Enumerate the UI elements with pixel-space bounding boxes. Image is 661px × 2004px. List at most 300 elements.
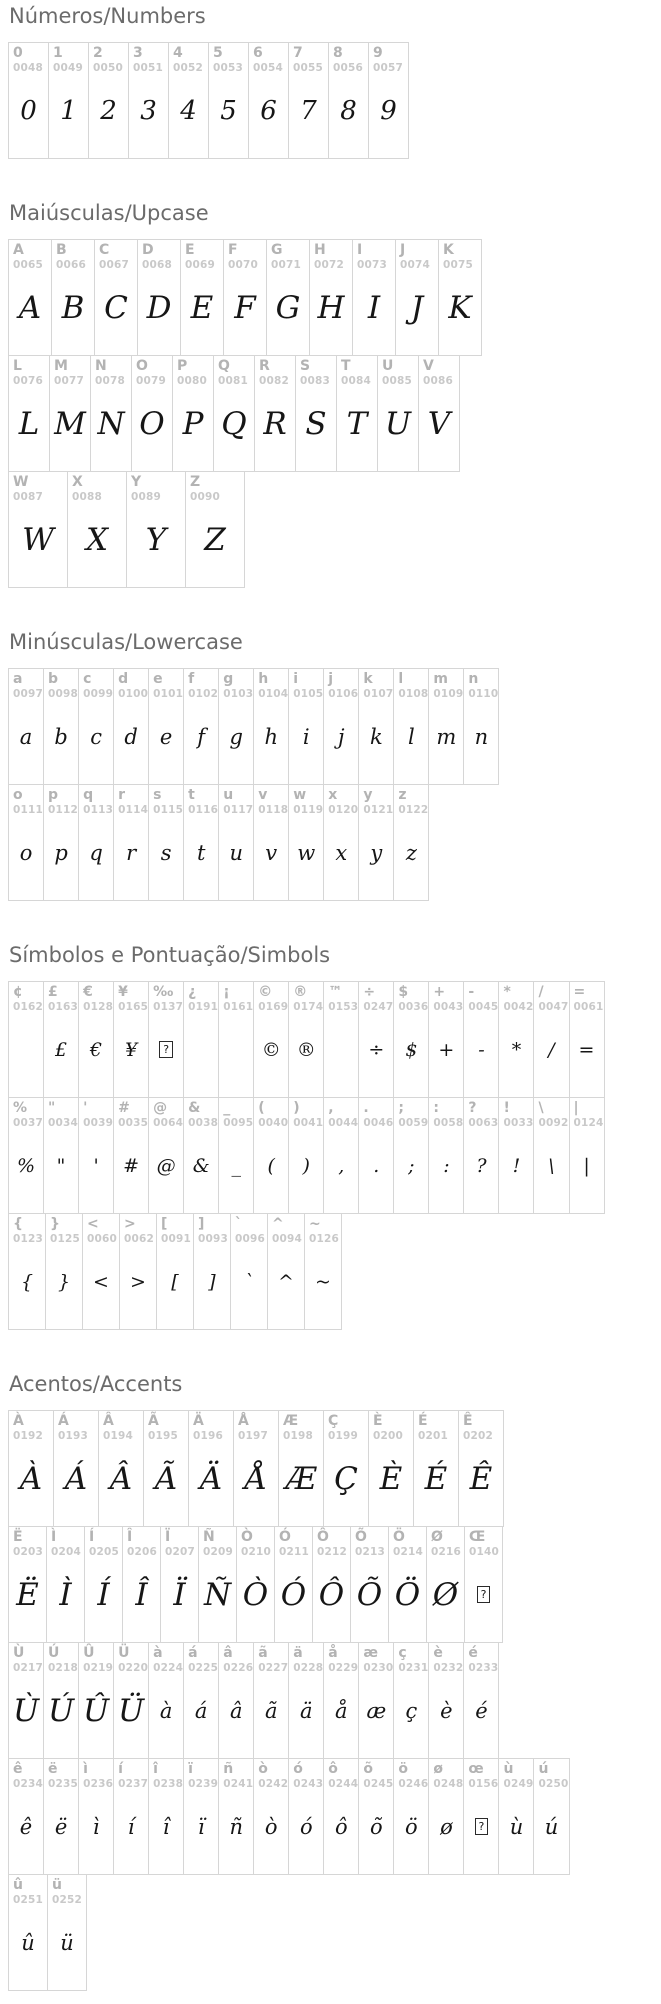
cell-unicode-label: 0118 <box>258 803 289 816</box>
cell-unicode-label: 0212 <box>317 1545 348 1558</box>
glyph-cell <box>388 1526 427 1643</box>
cell-char-label: V <box>423 358 434 374</box>
cell-head <box>289 1759 323 1790</box>
cell-char-label: ^ <box>272 1216 284 1232</box>
glyph-cell <box>288 1758 324 1875</box>
cell-char-label: _ <box>223 1100 231 1116</box>
cell-unicode-label: 0109 <box>433 687 464 700</box>
cell-head <box>9 1214 45 1245</box>
glyph-cell <box>358 1758 394 1875</box>
cell-char-label: x <box>328 787 338 803</box>
cell-char-label: + <box>433 984 446 1000</box>
cell-head <box>79 1098 113 1129</box>
cell-head <box>46 1214 82 1245</box>
glyph-cell <box>253 1758 289 1875</box>
cell-glyph <box>219 1013 253 1097</box>
cell-glyph: 1 <box>60 95 77 126</box>
cell-unicode-label: 0061 <box>573 1000 604 1013</box>
cell-head <box>9 1527 46 1558</box>
cell-head <box>231 1214 267 1245</box>
cell-unicode-label: 0243 <box>293 1777 324 1790</box>
cell-char-label: Y <box>131 474 142 490</box>
glyph-cell <box>323 1410 369 1527</box>
cell-glyph: Ò <box>242 1576 269 1613</box>
glyph-cell <box>336 355 378 472</box>
cell-unicode-label: 0041 <box>293 1116 324 1129</box>
cell-glyph: 2 <box>100 95 117 126</box>
cell-char-label: ` <box>235 1216 242 1232</box>
cell-glyph: ê <box>19 1814 33 1839</box>
cell-head <box>464 982 498 1013</box>
cell-char-label: # <box>118 1100 130 1116</box>
cell-glyph: ~ <box>315 1270 331 1293</box>
cell-glyph: ë <box>54 1814 68 1839</box>
cell-glyph: I <box>367 289 381 326</box>
cell-head <box>296 356 336 387</box>
cell-head <box>9 1643 43 1674</box>
cell-char-label: p <box>48 787 59 803</box>
glyph-section <box>8 943 661 1330</box>
cell-unicode-label: 0163 <box>48 1000 79 1013</box>
cell-glyph: v <box>265 840 278 865</box>
cell-char-label: Œ <box>469 1529 486 1545</box>
cell-head <box>219 669 253 700</box>
cell-head <box>464 669 498 700</box>
glyph-cell <box>393 1642 429 1759</box>
cell-head <box>324 785 358 816</box>
cell-glyph: û <box>21 1930 35 1955</box>
cell-unicode-label: 0140 <box>469 1545 500 1558</box>
cell-char-label: ù <box>503 1761 514 1777</box>
cell-head <box>161 1527 198 1558</box>
cell-unicode-label: 0228 <box>293 1661 324 1674</box>
glyph-cell <box>288 1642 324 1759</box>
cell-unicode-label: 0191 <box>188 1000 219 1013</box>
glyph-cell <box>143 1410 189 1527</box>
cell-unicode-label: 0249 <box>503 1777 534 1790</box>
cell-glyph: V <box>427 405 451 442</box>
glyph-cell <box>218 981 254 1098</box>
glyph-section <box>8 4 661 159</box>
cell-head <box>570 982 604 1013</box>
cell-char-label: â <box>223 1645 233 1661</box>
glyph-cell <box>323 1097 359 1214</box>
cell-unicode-label: 0174 <box>293 1000 324 1013</box>
cell-char-label: r <box>118 787 125 803</box>
cell-unicode-label: 0194 <box>103 1429 134 1442</box>
cell-unicode-label: 0034 <box>48 1116 79 1129</box>
cell-char-label: 5 <box>213 45 223 61</box>
cell-glyph: É <box>424 1460 448 1497</box>
cell-char-label: . <box>363 1100 369 1116</box>
glyph-cell <box>393 1097 429 1214</box>
cell-char-label: Ú <box>48 1645 60 1661</box>
cell-unicode-label: 0038 <box>188 1116 219 1129</box>
cell-char-label: n <box>468 671 479 687</box>
glyph-cell <box>266 239 310 356</box>
cell-char-label: ~ <box>309 1216 321 1232</box>
cell-head <box>464 1643 498 1674</box>
glyph-cell <box>43 668 79 785</box>
cell-unicode-label: 0153 <box>328 1000 359 1013</box>
glyph-cell <box>183 1642 219 1759</box>
cell-char-label: Ë <box>13 1529 23 1545</box>
cell-unicode-label: 0165 <box>118 1000 149 1013</box>
section-title: Maiúsculas/Upcase <box>9 201 209 225</box>
cell-unicode-label: 0104 <box>258 687 289 700</box>
cell-unicode-label: 0248 <box>433 1777 464 1790</box>
cell-glyph: e <box>159 724 173 749</box>
cell-char-label: ø <box>433 1761 443 1777</box>
cell-glyph: X <box>85 521 109 558</box>
cell-unicode-label: 0199 <box>328 1429 359 1442</box>
cell-head <box>44 785 78 816</box>
cell-glyph: ( <box>267 1154 275 1177</box>
glyph-row <box>8 471 661 588</box>
cell-glyph: $ <box>405 1038 418 1061</box>
cell-glyph: > <box>130 1270 146 1293</box>
cell-char-label: I <box>357 242 363 258</box>
cell-unicode-label: 0237 <box>118 1777 149 1790</box>
glyph-cell <box>8 42 49 159</box>
glyph-cell <box>78 784 114 901</box>
cell-head <box>429 1643 463 1674</box>
glyph-cell <box>82 1213 120 1330</box>
cell-head <box>394 785 428 816</box>
cell-glyph: a <box>19 724 33 749</box>
glyph-cell <box>393 1758 429 1875</box>
cell-head <box>534 982 568 1013</box>
glyph-cell <box>438 239 482 356</box>
cell-glyph: K <box>448 289 472 326</box>
cell-unicode-label: 0201 <box>418 1429 449 1442</box>
cell-head <box>289 1098 323 1129</box>
glyph-cell <box>323 1642 359 1759</box>
cell-unicode-label: 0043 <box>433 1000 464 1013</box>
cell-char-label: c <box>83 671 92 687</box>
glyph-cell <box>43 1642 79 1759</box>
cell-unicode-label: 0079 <box>136 374 167 387</box>
cell-head <box>9 240 51 271</box>
cell-glyph: à <box>159 1698 173 1723</box>
cell-char-label: Ä <box>193 1413 204 1429</box>
cell-glyph: € <box>90 1038 103 1061</box>
glyph-cell <box>464 1526 503 1643</box>
cell-head <box>79 1759 113 1790</box>
cell-char-label: Ê <box>463 1413 473 1429</box>
cell-unicode-label: 0117 <box>223 803 254 816</box>
cell-head <box>114 785 148 816</box>
cell-char-label: 2 <box>93 45 103 61</box>
cell-glyph: Z <box>204 521 226 558</box>
glyph-cell <box>368 42 409 159</box>
cell-head <box>114 669 148 700</box>
cell-glyph: Ô <box>318 1576 345 1613</box>
cell-glyph: ; <box>408 1154 415 1177</box>
cell-unicode-label: 0103 <box>223 687 254 700</box>
cell-head <box>194 1214 230 1245</box>
glyph-map-page <box>8 4 661 1991</box>
glyph-cell <box>463 1097 499 1214</box>
glyph-cell <box>47 1874 87 1991</box>
cell-glyph: 5 <box>220 95 237 126</box>
cell-head <box>337 356 377 387</box>
cell-char-label: P <box>177 358 188 374</box>
cell-char-label: > <box>124 1216 136 1232</box>
cell-glyph: 6 <box>260 95 277 126</box>
cell-head <box>279 1411 323 1442</box>
cell-glyph: m <box>436 724 457 749</box>
glyph-cell <box>8 355 50 472</box>
cell-char-label: Ø <box>431 1529 443 1545</box>
cell-glyph: Ñ <box>203 1576 232 1613</box>
cell-char-label: ã <box>258 1645 268 1661</box>
cell-unicode-label: 0227 <box>258 1661 289 1674</box>
cell-glyph <box>464 1790 498 1874</box>
cell-head <box>79 785 113 816</box>
glyph-cell <box>185 471 245 588</box>
cell-head <box>254 982 288 1013</box>
cell-char-label: M <box>54 358 68 374</box>
section-title: Minúsculas/Lowercase <box>9 630 243 654</box>
glyph-cell <box>393 668 429 785</box>
cell-unicode-label: 0087 <box>13 490 44 503</box>
glyph-cell <box>533 1097 569 1214</box>
glyph-section <box>8 201 661 588</box>
cell-head <box>184 982 218 1013</box>
cell-glyph: h <box>264 724 278 749</box>
cell-unicode-label: 0033 <box>503 1116 534 1129</box>
cell-head <box>9 1759 43 1790</box>
cell-unicode-label: 0121 <box>363 803 394 816</box>
cell-glyph: i <box>302 724 310 749</box>
cell-head <box>465 1527 502 1558</box>
cell-char-label: ï <box>188 1761 193 1777</box>
cell-unicode-label: 0091 <box>161 1232 192 1245</box>
cell-glyph: ' <box>93 1154 99 1177</box>
cell-glyph: ? <box>476 1154 487 1177</box>
cell-unicode-label: 0111 <box>13 803 44 816</box>
glyph-cell <box>8 1526 47 1643</box>
cell-unicode-label: 0080 <box>177 374 208 387</box>
cell-char-label: 3 <box>133 45 143 61</box>
cell-glyph: Ó <box>280 1576 307 1613</box>
cell-glyph: U <box>384 405 412 442</box>
cell-head <box>49 43 88 74</box>
cell-head <box>234 1411 278 1442</box>
cell-glyph: í <box>127 1814 135 1839</box>
cell-char-label: £ <box>48 984 58 1000</box>
cell-char-label: W <box>13 474 29 490</box>
cell-char-label: v <box>258 787 268 803</box>
cell-unicode-label: 0095 <box>223 1116 254 1129</box>
cell-unicode-label: 0137 <box>153 1000 184 1013</box>
cell-unicode-label: 0202 <box>463 1429 494 1442</box>
glyph-grid <box>8 981 661 1330</box>
cell-glyph: Å <box>244 1460 268 1497</box>
glyph-cell <box>126 471 186 588</box>
cell-head <box>369 43 408 74</box>
cell-head <box>439 240 481 271</box>
glyph-cell <box>8 668 44 785</box>
glyph-row <box>8 1410 661 1527</box>
cell-char-label: ú <box>538 1761 549 1777</box>
cell-glyph: ! <box>512 1154 521 1177</box>
cell-glyph: Æ <box>285 1460 317 1497</box>
cell-head <box>499 1098 533 1129</box>
cell-head <box>378 356 418 387</box>
cell-char-label: 0 <box>13 45 23 61</box>
cell-head <box>219 785 253 816</box>
cell-unicode-label: 0122 <box>398 803 429 816</box>
cell-unicode-label: 0090 <box>190 490 221 503</box>
cell-unicode-label: 0161 <box>223 1000 254 1013</box>
cell-glyph: ) <box>302 1154 310 1177</box>
glyph-cell <box>183 784 219 901</box>
cell-unicode-label: 0072 <box>314 258 345 271</box>
cell-char-label: ! <box>503 1100 510 1116</box>
cell-head <box>394 1643 428 1674</box>
cell-char-label: u <box>223 787 234 803</box>
cell-unicode-label: 0074 <box>400 258 431 271</box>
cell-head <box>219 982 253 1013</box>
glyph-cell <box>43 1758 79 1875</box>
cell-unicode-label: 0218 <box>48 1661 79 1674</box>
glyph-cell <box>208 42 249 159</box>
cell-char-label: ; <box>398 1100 404 1116</box>
cell-char-label: Ù <box>13 1645 25 1661</box>
cell-head <box>149 669 183 700</box>
cell-head <box>305 1214 341 1245</box>
cell-glyph: Î <box>135 1576 148 1613</box>
cell-head <box>289 669 323 700</box>
cell-glyph: . <box>373 1154 380 1177</box>
cell-char-label: 1 <box>53 45 63 61</box>
glyph-cell <box>48 42 89 159</box>
cell-unicode-label: 0195 <box>148 1429 179 1442</box>
cell-char-label: t <box>188 787 195 803</box>
cell-head <box>89 43 128 74</box>
cell-unicode-label: 0232 <box>433 1661 464 1674</box>
cell-head <box>429 1759 463 1790</box>
cell-head <box>9 785 43 816</box>
cell-glyph: w <box>297 840 316 865</box>
glyph-cell <box>8 1097 44 1214</box>
cell-char-label: F <box>228 242 238 258</box>
glyph-cell <box>78 1097 114 1214</box>
cell-char-label: U <box>382 358 394 374</box>
glyph-cell <box>463 668 499 785</box>
cell-head <box>359 1759 393 1790</box>
cell-char-label: 9 <box>373 45 383 61</box>
cell-char-label: û <box>13 1877 23 1893</box>
cell-char-label: Ô <box>317 1529 329 1545</box>
glyph-cell <box>498 1097 534 1214</box>
cell-head <box>394 982 428 1013</box>
cell-unicode-label: 0235 <box>48 1777 79 1790</box>
cell-glyph: Ã <box>154 1460 178 1497</box>
glyph-cell <box>8 471 68 588</box>
cell-glyph: Ç <box>334 1460 358 1497</box>
cell-char-label: ç <box>398 1645 407 1661</box>
cell-glyph: ÷ <box>368 1038 385 1061</box>
cell-glyph: õ <box>370 1814 383 1839</box>
cell-head <box>254 785 288 816</box>
cell-unicode-label: 0241 <box>223 1777 254 1790</box>
cell-char-label: j <box>328 671 334 687</box>
cell-unicode-label: 0045 <box>468 1000 499 1013</box>
cell-char-label: ó <box>293 1761 303 1777</box>
cell-unicode-label: 0156 <box>468 1777 499 1790</box>
cell-head <box>329 43 368 74</box>
glyph-cell <box>113 784 149 901</box>
glyph-cell <box>393 981 429 1098</box>
cell-head <box>85 1527 122 1558</box>
cell-unicode-label: 0093 <box>198 1232 229 1245</box>
cell-head <box>127 472 185 503</box>
cell-unicode-label: 0063 <box>468 1116 499 1129</box>
cell-char-label: œ <box>468 1761 484 1777</box>
cell-char-label: ê <box>13 1761 23 1777</box>
cell-head <box>79 1643 113 1674</box>
cell-head <box>181 240 223 271</box>
glyph-cell <box>131 355 173 472</box>
cell-unicode-label: 0070 <box>228 258 259 271</box>
cell-glyph: 9 <box>380 95 397 126</box>
cell-head <box>289 43 328 74</box>
cell-glyph: ö <box>405 1814 418 1839</box>
glyph-cell <box>8 1213 46 1330</box>
glyph-cell <box>67 471 127 588</box>
cell-head <box>9 472 67 503</box>
cell-glyph: y <box>370 840 383 865</box>
cell-unicode-label: 0233 <box>468 1661 499 1674</box>
glyph-cell <box>288 784 324 901</box>
cell-unicode-label: 0250 <box>538 1777 569 1790</box>
cell-head <box>254 669 288 700</box>
cell-glyph: * <box>511 1038 522 1061</box>
glyph-row <box>8 981 661 1098</box>
cell-glyph: Á <box>64 1460 88 1497</box>
cell-head <box>289 982 323 1013</box>
cell-glyph: ä <box>300 1698 313 1723</box>
cell-unicode-label: 0098 <box>48 687 79 700</box>
cell-glyph: ô <box>334 1814 348 1839</box>
cell-char-label: È <box>373 1413 383 1429</box>
cell-char-label: ) <box>293 1100 300 1116</box>
glyph-cell <box>148 981 184 1098</box>
glyph-cell <box>46 1526 85 1643</box>
glyph-cell <box>148 784 184 901</box>
glyph-cell <box>218 1097 254 1214</box>
cell-char-label: ÷ <box>363 984 376 1000</box>
cell-head <box>186 472 244 503</box>
cell-unicode-label: 0099 <box>83 687 114 700</box>
cell-glyph: ã <box>264 1698 278 1723</box>
cell-glyph <box>184 1013 218 1097</box>
glyph-cell <box>148 1758 184 1875</box>
cell-head <box>48 1875 86 1906</box>
cell-char-label: À <box>13 1413 24 1429</box>
cell-unicode-label: 0056 <box>333 61 364 74</box>
cell-glyph: b <box>54 724 68 749</box>
cell-unicode-label: 0084 <box>341 374 372 387</box>
glyph-cell <box>253 668 289 785</box>
cell-head <box>149 1759 183 1790</box>
cell-unicode-label: 0234 <box>13 1777 44 1790</box>
cell-head <box>419 356 459 387</box>
cell-char-label: - <box>468 984 475 1000</box>
